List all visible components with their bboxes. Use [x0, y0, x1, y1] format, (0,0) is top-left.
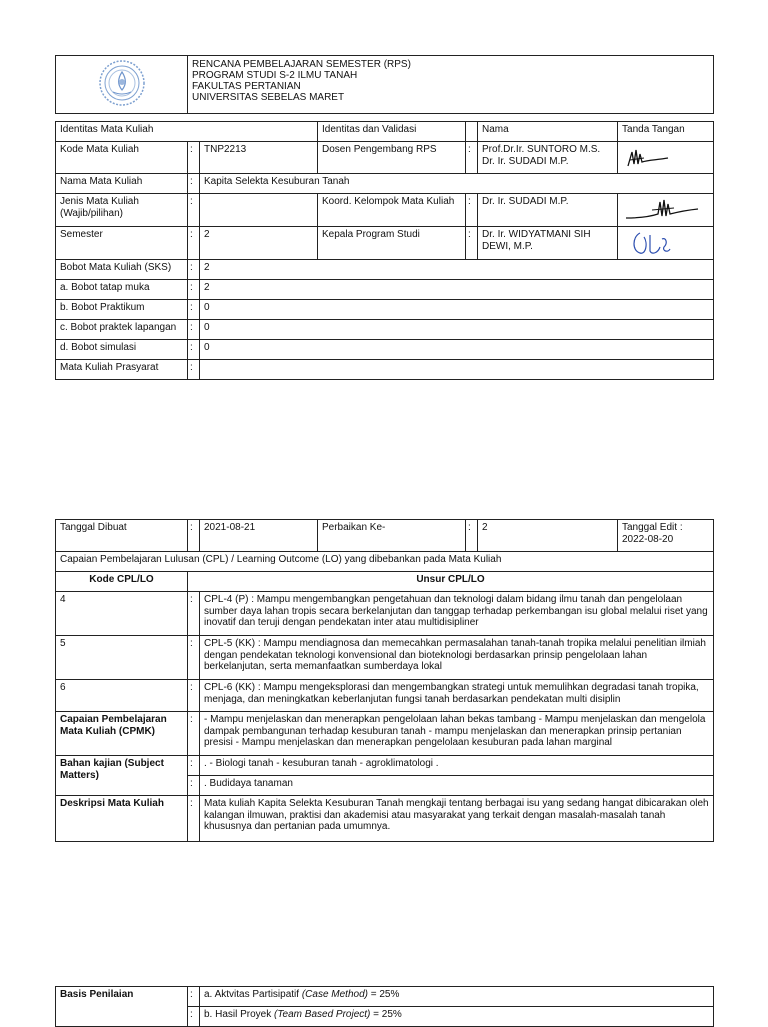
colon: :: [188, 636, 200, 680]
nama-line: DEWI, M.P.: [482, 240, 533, 252]
validasi-label: Koord. Kelompok Mata Kuliah: [318, 194, 466, 227]
tanggal-dibuat-label: Tanggal Dibuat: [56, 520, 188, 552]
perbaikan-label: Perbaikan Ke-: [318, 520, 466, 552]
colon: :: [188, 260, 200, 280]
row-value: Kapita Selekta Kesuburan Tanah: [200, 174, 714, 194]
row-label: Nama Mata Kuliah: [56, 174, 188, 194]
colon: :: [188, 592, 200, 636]
colon: :: [188, 360, 200, 380]
nama-value: [478, 227, 618, 260]
signature-icon: [622, 196, 702, 224]
row-label: Semester: [56, 227, 188, 260]
logo-cell: [56, 56, 188, 114]
document-header: [55, 55, 714, 114]
tanggal-edit-label: Tanggal Edit :: [622, 522, 683, 533]
penilaian-a-suffix: = 25%: [367, 989, 400, 1000]
uns-logo-icon: [98, 59, 146, 107]
perbaikan-value: 2: [478, 520, 618, 552]
cpl-text: CPL-4 (P) : Mampu mengembangkan pengetahuan dan teknologi dalam bidang ilmu tanah dan pengelolaan sumber daya lahan tropis secara berkelanjutan dan tanggap terhadap perkembangan isu global melalui riset yang inovatif dan teruji dengan pendekatan inter atau multidisipliner: [200, 592, 714, 636]
cpl-text: CPL-6 (KK) : Mampu mengeksplorasi dan mengembangkan strategi untuk memulihkan degradasi tanah tropika, menjaga, dan meningkatkan keberlanjutan fungsi tanah berdasarkan pendekatan multi disiplin: [200, 680, 714, 712]
validasi-label: Kepala Program Studi: [318, 227, 466, 260]
row-value: TNP2213: [200, 142, 318, 174]
penilaian-table: [55, 986, 714, 1027]
cpl-kode: 6: [56, 680, 188, 712]
cpl-section-title: Capaian Pembelajaran Lulusan (CPL) / Learning Outcome (LO) yang dibebankan pada Mata Kuliah: [56, 552, 714, 572]
nama-value: [478, 142, 618, 174]
colon: :: [188, 340, 200, 360]
cpl-table: [55, 519, 714, 842]
header-line-2: PROGRAM STUDI S-2 ILMU TANAH: [192, 70, 358, 81]
validasi-label: Dosen Pengembang RPS: [318, 142, 466, 174]
unsur-cpl-header: Unsur CPL/LO: [188, 572, 714, 592]
penilaian-item-a: [200, 987, 714, 1007]
bahan-kajian-item: . - Biologi tanah - kesuburan tanah - agroklimatologi .: [200, 756, 714, 776]
colon: :: [188, 796, 200, 842]
colon: :: [188, 712, 200, 756]
row-label: Kode Mata Kuliah: [56, 142, 188, 174]
basis-penilaian-label: Basis Penilaian: [56, 987, 188, 1027]
tanggal-edit-value: 2022-08-20: [622, 533, 674, 545]
colon: :: [466, 142, 478, 174]
colon: :: [188, 680, 200, 712]
row-value: 2: [200, 260, 714, 280]
colon: :: [188, 300, 200, 320]
penilaian-a-prefix: a. Aktvitas Partisipatif: [204, 989, 302, 1000]
colon: :: [188, 520, 200, 552]
row-label: a. Bobot tatap muka: [56, 280, 188, 300]
colon: :: [188, 1007, 200, 1027]
signature-cell: [618, 194, 714, 227]
row-value: [200, 360, 714, 380]
row-label: [56, 194, 188, 227]
bahan-kajian-label: Bahan kajian (Subject Matters): [56, 756, 188, 796]
row-label: Mata Kuliah Prasyarat: [56, 360, 188, 380]
tanggal-dibuat-value: 2021-08-21: [200, 520, 318, 552]
colon: [466, 122, 478, 142]
identitas-header: Identitas Mata Kuliah: [56, 122, 318, 142]
header-line-3: FAKULTAS PERTANIAN: [192, 81, 301, 92]
signature-icon: [622, 144, 682, 170]
nama-value: Dr. Ir. SUDADI M.P.: [478, 194, 618, 227]
nama-line: Dr. Ir. SUDADI M.P.: [482, 155, 569, 167]
row-value: 0: [200, 320, 714, 340]
signature-icon: [622, 229, 682, 257]
colon: :: [466, 227, 478, 260]
tanggal-edit: [618, 520, 714, 552]
row-value: 0: [200, 340, 714, 360]
row-label: b. Bobot Praktikum: [56, 300, 188, 320]
row-value: [200, 194, 318, 227]
cpl-kode: 4: [56, 592, 188, 636]
identitas-table: [55, 121, 714, 380]
colon: :: [188, 227, 200, 260]
colon: :: [188, 280, 200, 300]
ttd-header: Tanda Tangan: [618, 122, 714, 142]
row-value: 2: [200, 227, 318, 260]
row-value: 0: [200, 300, 714, 320]
validasi-header: Identitas dan Validasi: [318, 122, 466, 142]
penilaian-b-method: (Team Based Project): [274, 1009, 371, 1020]
deskripsi-text: Mata kuliah Kapita Selekta Kesuburan Tanah mengkaji tentang berbagai isu yang sedang hangat dibicarakan oleh kalangan ilmuwan, praktisi dan akademisi atau masyarakat yang terkait dengan masalah-masalah tanah khususnya dan pertanian pada umumnya.: [200, 796, 714, 842]
colon: :: [188, 987, 200, 1007]
bahan-kajian-item: . Budidaya tanaman: [200, 776, 714, 796]
colon: :: [188, 174, 200, 194]
colon: :: [188, 776, 200, 796]
colon: :: [188, 320, 200, 340]
deskripsi-label: Deskripsi Mata Kuliah: [56, 796, 188, 842]
label-line: (Wajib/pilihan): [60, 207, 123, 219]
colon: :: [466, 194, 478, 227]
label-line: Jenis Mata Kuliah: [60, 196, 139, 207]
cpmk-text: - Mampu menjelaskan dan menerapkan pengelolaan lahan bekas tambang - Mampu menjelaskan dan mengelola dampak pembangunan terhadap kesuburan tanah - mampu menjelaskan dan menerapkan prinsip pertanian presisi - Mampu menjelaskan dan menerapkan pengelolaan kesuburan pada lahan marginal: [200, 712, 714, 756]
signature-cell: [618, 227, 714, 260]
colon: :: [188, 194, 200, 227]
signature-cell: [618, 142, 714, 174]
kode-cpl-header: Kode CPL/LO: [56, 572, 188, 592]
colon: :: [188, 756, 200, 776]
row-label: c. Bobot praktek lapangan: [56, 320, 188, 340]
cpl-text: CPL-5 (KK) : Mampu mendiagnosa dan memecahkan permasalahan tanah-tanah tropika melalui penelitian ilmiah dengan pendekatan teknologi konvensional dan bioteknologi berdasarkan prinsip pengelolaan lahan berkelanjutan, serta memanfaatkan sumberdaya lokal: [200, 636, 714, 680]
row-value: 2: [200, 280, 714, 300]
header-line-1: RENCANA PEMBELAJARAN SEMESTER (RPS): [192, 59, 411, 70]
header-line-4: UNIVERSITAS SEBELAS MARET: [192, 92, 345, 103]
penilaian-b-suffix: = 25%: [370, 1009, 402, 1020]
row-label: Bobot Mata Kuliah (SKS): [56, 260, 188, 280]
colon: :: [466, 520, 478, 552]
cpl-kode: 5: [56, 636, 188, 680]
colon: :: [188, 142, 200, 174]
cpmk-label: Capaian Pembelajaran Mata Kuliah (CPMK): [56, 712, 188, 756]
row-label: d. Bobot simulasi: [56, 340, 188, 360]
penilaian-b-prefix: b. Hasil Proyek: [204, 1009, 275, 1020]
nama-header: Nama: [478, 122, 618, 142]
nama-line: Prof.Dr.Ir. SUNTORO M.S.: [482, 144, 601, 155]
header-title: [188, 56, 714, 114]
penilaian-a-method: (Case Method): [301, 989, 368, 1000]
nama-line: Dr. Ir. WIDYATMANI SIH: [482, 229, 591, 240]
